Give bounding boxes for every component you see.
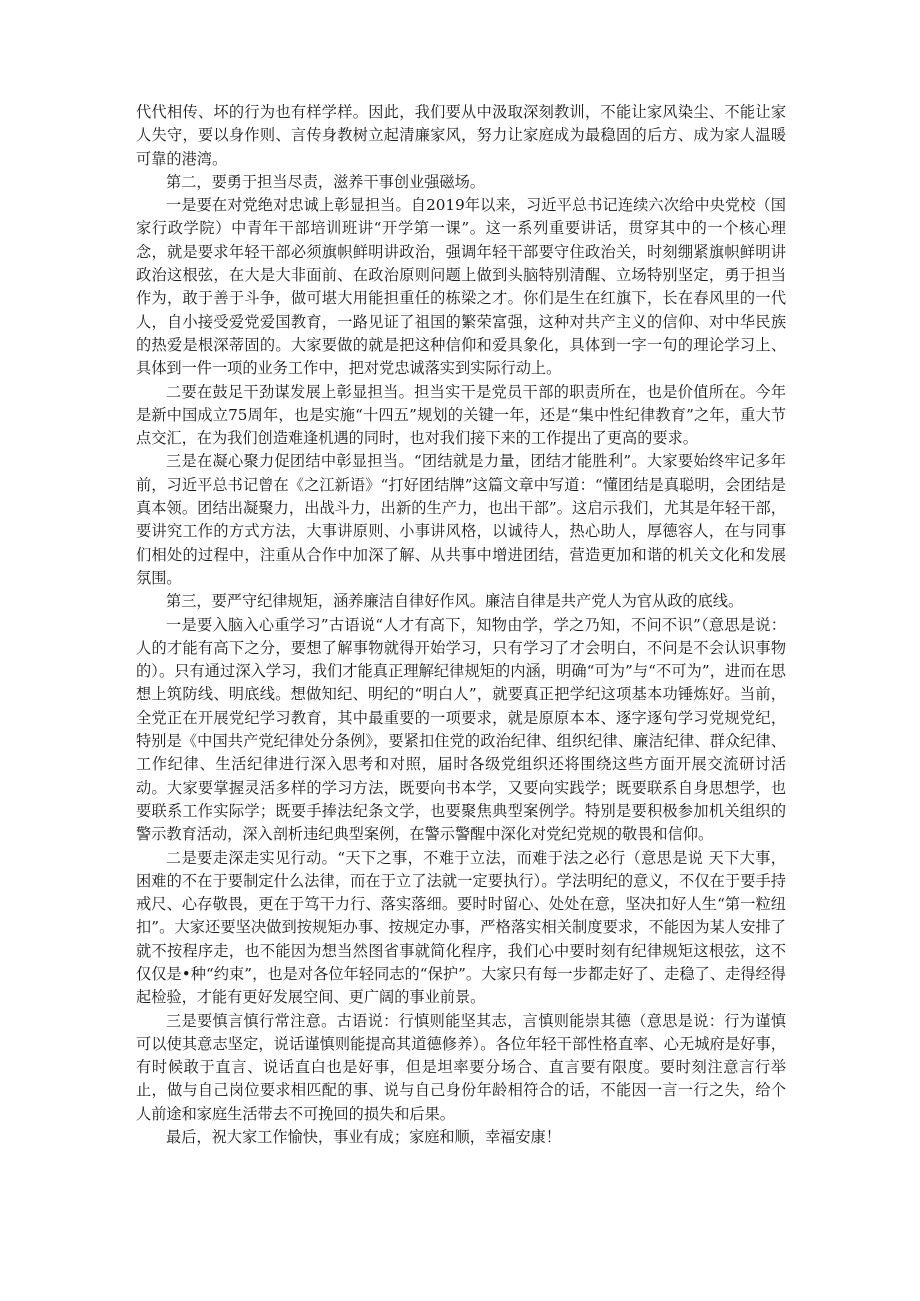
document-page: [136, 101, 786, 1149]
paragraph: 一是要在对党绝对忠诚上彰显担当。自2019年以来，习近平总书记连续六次给中央党校（国家行政学院）中青年干部培训班讲“开学第一课”。这一系列重要讲话，贯穿其中的一个核心理念，就是要求年轻干部必须旗帜鲜明讲政治，强调年轻干部要守住政治关，时刻绷紧旗帜鲜明讲政治这根弦，在大是大非面前、在政治原则问题上做到头脑特别清醒、立场特别坚定，勇于担当作为，敢于善于斗争，做可堪大用能担重任的栋梁之才。你们是生在红旗下，长在春风里的一代人，自小接受爱党爱国教育，一路见证了祖国的繁荣富强，这种对共产主义的信仰、对中华民族的热爱是根深蒂固的。大家要做的就是把这种信仰和爱具象化，具体到一字一句的理论学习上、具体到一件一项的业务工作中，把对党忠诚落实到实际行动上。: [136, 196, 786, 378]
section-heading: 第二，要勇于担当尽责，滋养干事创业强磁场。: [166, 172, 485, 191]
paragraph: 二要在鼓足干劲谋发展上彰显担当。担当实干是党员干部的职责所在，也是价值所在。今年是新中国成立75周年，也是实施“十四五”规划的关键一年，还是“集中性纪律教育”之年，重大节点交汇，在为我们创造难逢机遇的同时，也对我们接下来的工作提出了更高的要求。: [136, 382, 786, 448]
paragraph: 二是要走深走实见行动。“天下之事，不难于立法，而难于法之必行（意思是说 天下大事，困难的不在于要制定什么法律，而在于立了法就一定要执行）。学法明纪的意义，不仅在于要手持戒尺、心存敬畏，更在于笃干力行、落实落细。要时时留心、处处在意，坚决扣好人生“第一粒纽扣”。大家还要坚决做到按规矩办事、按规定办事，严格落实相关制度要求，不能因为某人安排了就不按程序走，也不能因为想当然图省事就简化程序，我们心中要时刻有纪律规矩这根弦，这不仅仅是•种“约束”，也是对各位年轻同志的“保护”。大家只有每一步都走好了、走稳了、走得经得起检验，才能有更好发展空间、更广阔的事业前景。: [136, 848, 786, 1007]
paragraph: 三是在凝心聚力促团结中彰显担当。“团结就是力量，团结才能胜利”。大家要始终牢记多年前，习近平总书记曾在《之江新语》“打好团结牌”这篇文章中写道：“懂团结是真聪明，会团结是真本领。团结出凝聚力，出战斗力，出新的生产力，也出干部”。这启示我们，尤其是年轻干部，要讲究工作的方式方法，大事讲原则、小事讲风格，以诚待人，热心助人，厚德容人，在与同事们相处的过程中，注重从合作中加深了解、从共事中增进团结，营造更加和谐的机关文化和发展氛围。: [136, 452, 786, 587]
paragraph: 一是要入脑入心重学习”古语说“人才有高下，知物由学，学之乃知，不问不识”（意思是说：人的才能有高下之分，要想了解事物就得开始学习，只有学习了才会明白，不问是不会认识事物的）。只有通过深入学习，我们才能真正理解纪律规矩的内涵，明确“可为”与“不可为”，进而在思想上筑防线、明底线。想做知纪、明纪的“明白人”，就要真正把学纪这项基本功锤炼好。当前，全党正在开展党纪学习教育，其中最重要的一项要求，就是原原本本、逐字逐句学习党规党纪，特别是《中国共产党纪律处分条例》，要紧扣住党的政治纪律、组织纪律、廉洁纪律、群众纪律、工作纪律、生活纪律进行深入思考和对照，届时各级党组织还将围绕这些方面开展交流研讨活动。大家要掌握灵活多样的学习方法，既要向书本学，又要向实践学；既要联系自身思想学，也要联系工作实际学；既要手捧法纪条文学，也要聚焦典型案例学。特别是要积极参加机关组织的警示教育活动，深入剖析违纪典型案例，在警示警醒中深化对党纪党规的敬畏和信仰。: [136, 615, 786, 844]
section-heading: 第三，要严守纪律规矩，涵养廉洁自律好作风。廉洁自律是共产党人为官从政的底线。: [166, 592, 744, 611]
closing-paragraph: 最后，祝大家工作愉快，事业有成；家庭和顺，幸福安康！: [166, 1128, 561, 1147]
paragraph: 代代相传、坏的行为也有样学样。因此，我们要从中汲取深刻教训，不能让家风染尘、不能让家人失守，要以身作则、言传身教树立起清廉家风，努力让家庭成为最稳固的后方、成为家人温暖可靠的港湾。: [136, 103, 786, 168]
paragraph: 三是要慎言慎行常注意。古语说：行慎则能坚其志，言慎则能崇其德（意思是说：行为谨慎可以使其意志坚定，说话谨慎则能提高其道德修养）。各位年轻干部性格直率、心无城府是好事，有时候敢于直言、说话直白也是好事，但是坦率要分场合、直言要有限度。要时刻注意言行举止，做与自己岗位要求相匹配的事、说与自己身份年龄相符合的话，不能因一言一行之失，给个人前途和家庭生活带去不可挽回的损失和后果。: [136, 1011, 786, 1123]
